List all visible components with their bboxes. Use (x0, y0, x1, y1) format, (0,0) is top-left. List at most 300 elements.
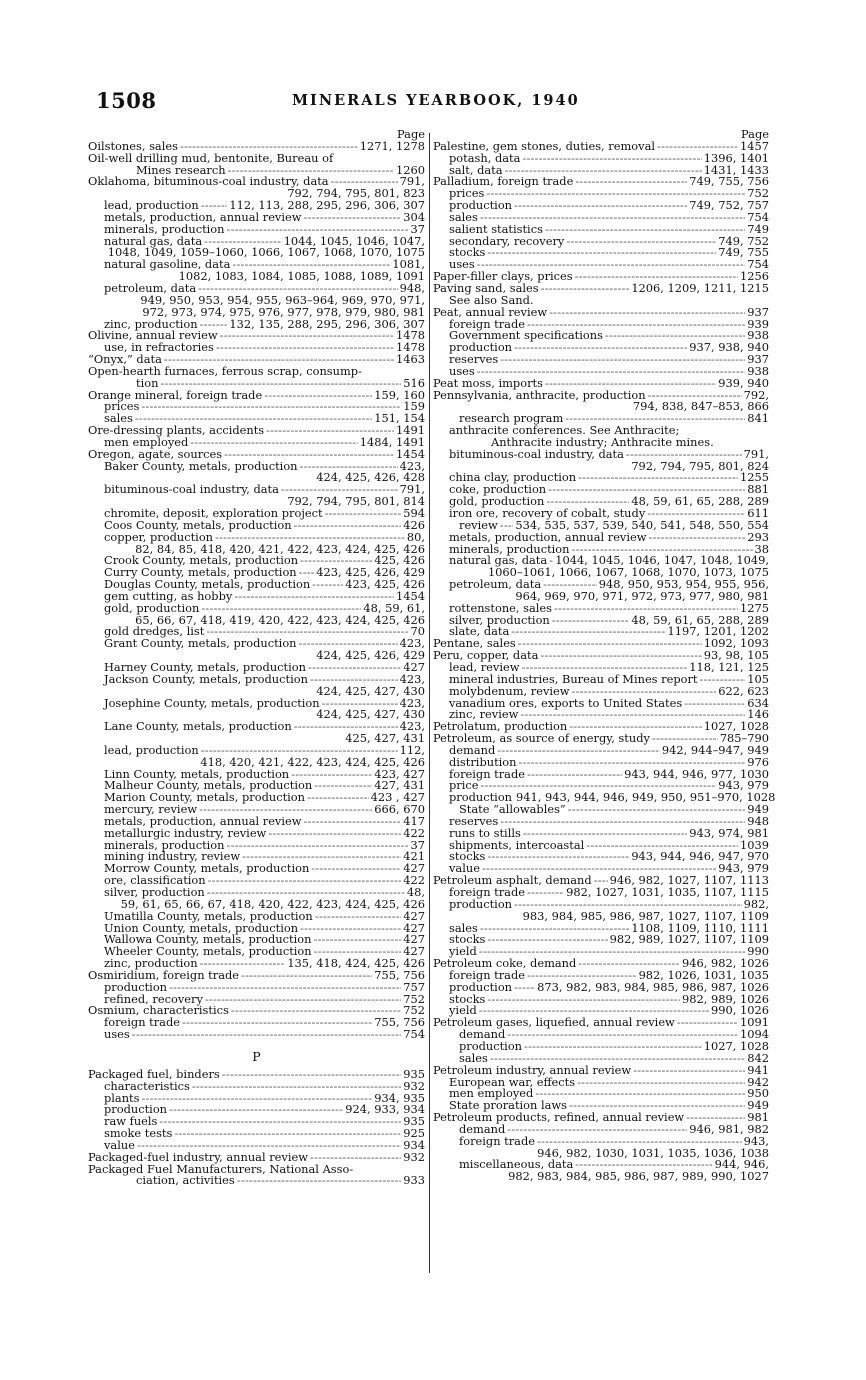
entry-term: chromite, deposit, exploration project (104, 506, 323, 520)
entry-pages: 944, 946, (714, 1157, 769, 1172)
entry-term: Palestine, gem stones, duties, removal (433, 138, 656, 153)
dot-leader (208, 875, 402, 887)
dot-leader (575, 176, 687, 188)
entry-pages: 950 (747, 1086, 769, 1101)
entry-term: Oregon, agate, sources (88, 446, 223, 461)
entry-pages: 38 (754, 541, 769, 556)
index-column-right (433, 127, 776, 1184)
entry-pages: 752 (403, 991, 425, 1006)
entry-term: production (459, 1038, 523, 1053)
entry-pages: 943, 944, 946, 947, 970 (631, 849, 769, 864)
entry-pages: 881 (747, 482, 769, 497)
entry-term: Wheeler County, metals, production (104, 944, 312, 959)
entry-term: minerals, production (104, 837, 225, 852)
running-header (96, 88, 776, 114)
entry-pages: 427 (403, 908, 425, 923)
entry-pages: 132, 135, 288, 295, 296, 306, 307 (229, 316, 425, 331)
dot-leader (527, 887, 564, 899)
entry-pages: 37 (410, 837, 425, 852)
entry-term: Oilstones, sales (88, 138, 178, 153)
dot-leader (566, 236, 716, 248)
entry-pages: 1396, 1401 (703, 150, 769, 165)
entry-pages: 423, 425, 426, 429 (316, 565, 425, 580)
dot-leader (237, 1175, 402, 1187)
entry-pages: 634 (747, 695, 769, 710)
entry-pages-continued: 949, 950, 953, 954, 955, 963–964, 969, 970, 971, (140, 292, 425, 307)
entry-term: ciation, activities (136, 1173, 235, 1188)
entry-pages: 135, 418, 424, 425, 426 (287, 956, 425, 971)
entry-pages-continued: 418, 420, 421, 422, 423, 424, 425, 426 (200, 754, 425, 769)
entry-term: foreign trade (449, 967, 525, 982)
entry-term: Union County, metals, production (104, 920, 299, 935)
index-entry (433, 934, 769, 946)
dot-leader (649, 532, 746, 544)
entry-term: Peat, annual review (433, 304, 548, 319)
dot-leader (514, 982, 535, 994)
entry-pages: 941, 943, 944, 946, 949, 950, 951–970, 1028 (516, 790, 776, 805)
dot-leader (497, 745, 660, 757)
entry-term: Orange mineral, foreign trade (88, 387, 263, 402)
entry-term: Petrolatum, production (433, 719, 568, 734)
entry-term: minerals, production (449, 541, 570, 556)
entry-term: Pennsylvania, anthracite, production (433, 387, 646, 402)
entry-term: Lane County, metals, production (104, 719, 292, 734)
entry-term: characteristics (104, 1078, 190, 1093)
dot-leader (300, 923, 401, 935)
index-entry (88, 1175, 425, 1187)
entry-pages-continued: 982, 983, 984, 985, 986, 987, 989, 990, 1027 (508, 1169, 769, 1184)
entry-term: gold, production (449, 494, 545, 509)
entry-pages: 1255 (740, 470, 769, 485)
entry-pages: 37 (410, 221, 425, 236)
entry-pages: 666, 670 (374, 802, 425, 817)
entry-term: Umatilla County, metals, production (104, 908, 313, 923)
entry-pages: 423, (399, 458, 425, 473)
entry-term: State “allowables” (459, 802, 566, 817)
entry-term: Government specifications (449, 328, 603, 343)
entry-pages: 948, 950, 953, 954, 955, 956, (598, 577, 769, 592)
entry-term: Curry County, metals, production (104, 565, 297, 580)
entry-pages: 93, 98, 105 (703, 648, 769, 663)
entry-term: reserves (449, 813, 499, 828)
entry-pages: 1457 (740, 138, 769, 153)
entry-term: bituminous-coal industry, data (449, 446, 624, 461)
entry-term: Petroleum asphalt, demand (433, 873, 592, 888)
index-column-left (88, 129, 425, 1187)
dot-leader (304, 816, 402, 828)
entry-pages: 949 (747, 1098, 769, 1113)
entry-pages: 422 (403, 825, 425, 840)
entry-term: foreign trade (459, 1133, 535, 1148)
entry-term: production (449, 340, 513, 355)
index-entry-text: Packaged Fuel Manufacturers, National Asso- (88, 1161, 354, 1176)
entry-term: metals, production, annual review (104, 813, 302, 828)
entry-pages: 1092, 1093 (703, 636, 769, 651)
entry-term: zinc, review (449, 707, 519, 722)
entry-pages-continued: 65, 66, 67, 418, 419, 420, 422, 423, 424, 425, 426 (135, 612, 425, 627)
entry-pages: 423 , 427 (370, 790, 425, 805)
entry-term: foreign trade (449, 885, 525, 899)
entry-term: Packaged-fuel industry, annual review (88, 1149, 308, 1164)
entry-pages: 1081, (392, 257, 425, 272)
entry-term: “Onyx,” data (88, 352, 162, 367)
entry-pages: 757 (403, 979, 425, 994)
entry-pages-continued: 424, 425, 426, 428 (316, 470, 425, 485)
dot-leader (182, 1017, 372, 1029)
entry-term: zinc, production (104, 316, 198, 331)
entry-term: Morrow County, metals, production (104, 861, 310, 876)
dot-leader (192, 1081, 401, 1093)
entry-pages: 752 (403, 1003, 425, 1018)
entry-pages: 982, 989, 1026 (682, 991, 769, 1006)
entry-pages: 937 (747, 304, 769, 319)
entry-term: Paper-filler clays, prices (433, 269, 573, 284)
entry-term: gold, production (104, 600, 200, 615)
dot-leader (568, 804, 745, 816)
entry-term: price (449, 778, 479, 793)
entry-pages: 937 (747, 352, 769, 367)
entry-pages: 48, 59, 61, (363, 600, 425, 615)
dot-leader (294, 520, 402, 532)
entry-pages: 942, 944–947, 949 (661, 742, 769, 757)
entry-pages: 594 (403, 506, 425, 520)
page-number: 1508 (96, 88, 157, 113)
dot-leader (314, 780, 372, 792)
entry-term: Petroleum products, refined, annual review (433, 1110, 685, 1125)
entry-pages: 943, 944, 946, 977, 1030 (624, 766, 769, 781)
entry-term: tion (136, 375, 159, 390)
entry-pages: 427 (403, 944, 425, 959)
entry-term: review (459, 517, 498, 532)
running-title: MINERALS YEARBOOK, 1940 (292, 92, 580, 109)
entry-pages: 421 (403, 849, 425, 864)
entry-pages: 932 (403, 1078, 425, 1093)
entry-pages: 754 (747, 257, 769, 272)
entry-pages: 1454 (396, 446, 425, 461)
entry-pages: 934, 935 (374, 1090, 425, 1105)
dot-leader (220, 330, 394, 342)
entry-term: Peru, copper, data (433, 648, 539, 663)
dot-leader (487, 247, 716, 259)
entry-pages: 943, (743, 1133, 769, 1148)
entry-term: foreign trade (104, 1015, 180, 1030)
dot-leader (633, 1065, 745, 1077)
entry-term: stocks (449, 849, 486, 864)
dot-leader (268, 828, 401, 840)
entry-pages: 611 (747, 506, 769, 520)
entry-term: rottenstone, sales (449, 600, 552, 615)
entry-term: raw fuels (104, 1114, 158, 1129)
dot-leader (480, 923, 629, 935)
entry-pages: 935 (403, 1114, 425, 1129)
entry-pages: 749, 752 (718, 233, 769, 248)
entry-term: miscellaneous, data (459, 1157, 574, 1172)
dot-leader (159, 1116, 401, 1128)
entry-pages: 417 (403, 813, 425, 828)
entry-pages: 423, 425, 426 (345, 577, 425, 592)
dot-leader (132, 1029, 401, 1041)
dot-leader (500, 354, 745, 366)
entry-pages: 943, 974, 981 (689, 825, 769, 840)
entry-pages-continued: 424, 425, 427, 430 (316, 683, 425, 698)
entry-term: silver, production (104, 885, 205, 899)
dot-leader (304, 212, 402, 224)
entry-term: metals, production, annual review (449, 529, 647, 544)
entry-pages: 982, 1027, 1031, 1035, 1107, 1115 (566, 885, 769, 899)
entry-term: Jackson County, metals, production (104, 671, 308, 686)
index-entry-text: anthracite conferences. See Anthracite; (449, 423, 680, 438)
index-entry-text: See also Sand. (449, 292, 534, 307)
entry-pages: 70 (410, 624, 425, 639)
entry-pages: 423, (399, 636, 425, 651)
entry-term: demand (449, 742, 496, 757)
entry-term: slate, data (449, 624, 510, 639)
entry-term: Douglas County, metals, production (104, 577, 311, 592)
entry-pages: 427 (403, 861, 425, 876)
dot-leader (511, 626, 665, 638)
entry-pages: 873, 982, 983, 984, 985, 986, 987, 1026 (537, 979, 769, 994)
entry-term: coke, production (449, 482, 547, 497)
entry-pages: 941 (747, 1062, 769, 1077)
dot-leader (241, 970, 372, 982)
dot-leader (169, 982, 401, 994)
entry-pages-continued: 972, 973, 974, 975, 976, 977, 978, 979, 980, 981 (142, 304, 425, 319)
entry-term: refined, recovery (104, 991, 203, 1006)
index-entry (88, 1128, 425, 1140)
entry-pages: 749, 755 (718, 245, 769, 260)
entry-pages: 981 (747, 1110, 769, 1125)
entry-term: European war, effects (449, 1074, 576, 1089)
entry-term: bituminous-coal industry, data (104, 482, 279, 497)
entry-term: Ore-dressing plants, accidents (88, 423, 265, 438)
entry-pages-continued: 792, 794, 795, 801, 814 (287, 494, 425, 509)
entry-term: use, in refractories (104, 340, 214, 355)
entry-term: Peat moss, imports (433, 375, 543, 390)
entry-term: demand (459, 1121, 506, 1136)
entry-pages: 937, 938, 940 (689, 340, 769, 355)
entry-pages: 1197, 1201, 1202 (667, 624, 769, 639)
entry-term: metals, production, annual review (104, 209, 302, 224)
entry-pages: 159 (403, 399, 425, 414)
entry-term: salt, data (449, 162, 503, 177)
entry-term: prices (449, 186, 485, 201)
entry-term: Harney County, metals, production (104, 659, 306, 674)
entry-pages: 932 (403, 1149, 425, 1164)
entry-pages: 118, 121, 125 (689, 659, 769, 674)
entry-pages: 1091 (740, 1015, 769, 1030)
dot-leader (307, 792, 369, 804)
entry-pages: 938 (747, 363, 769, 378)
entry-term: Malheur County, metals, production (104, 778, 313, 793)
entry-term: sales (459, 1050, 488, 1065)
entry-term: Olivine, annual review (88, 328, 218, 343)
entry-pages: 1206, 1209, 1211, 1215 (631, 280, 769, 295)
entry-term: production (449, 896, 513, 911)
entry-term: natural gas, data (104, 233, 203, 248)
entry-pages: 948 (747, 813, 769, 828)
dot-leader (677, 1017, 738, 1029)
entry-pages: 755, 756 (374, 967, 425, 982)
entry-term: Paving sand, sales (433, 280, 539, 295)
entry-pages: 982, (743, 896, 769, 911)
entry-term: Palladium, foreign trade (433, 174, 574, 189)
entry-term: production (449, 198, 513, 213)
entry-term: stocks (449, 245, 486, 260)
entry-pages: 80, (406, 529, 425, 544)
entry-pages: 946, 982, 1026 (682, 956, 769, 971)
dot-leader (311, 863, 401, 875)
entry-term: foreign trade (449, 766, 525, 781)
dot-leader (315, 911, 401, 923)
dot-leader (524, 1041, 702, 1053)
entry-term: foreign trade (449, 316, 525, 331)
entry-pages: 105 (747, 671, 769, 686)
entry-term: Packaged fuel, binders (88, 1066, 220, 1081)
entry-pages-continued: 59, 61, 65, 66, 67, 418, 420, 422, 423, 424, 425, 426 (120, 896, 425, 911)
dot-leader (174, 1128, 401, 1140)
entry-term: Coos County, metals, production (104, 517, 292, 532)
entry-pages: 1044, 1045, 1046, 1047, (283, 233, 425, 248)
index-entry (433, 200, 769, 212)
entry-pages: 1454 (396, 588, 425, 603)
entry-term: natural gasoline, data (104, 257, 231, 272)
entry-pages: 924, 933, 934 (345, 1102, 425, 1117)
entry-pages-continued: 964, 969, 970, 971, 972, 973, 977, 980, 981 (515, 588, 769, 603)
index-entry (88, 1029, 425, 1041)
dot-leader (684, 698, 745, 710)
entry-term: mercury, review (104, 802, 198, 817)
entry-term: Petroleum gases, liquefied, annual review (433, 1015, 675, 1030)
column-divider (429, 133, 430, 1273)
entry-term: lead, review (449, 659, 520, 674)
entry-pages: 946, 982, 1027, 1107, 1113 (609, 873, 769, 888)
dot-leader (522, 153, 701, 165)
entry-pages: 516 (403, 375, 425, 390)
entry-pages: 293 (747, 529, 769, 544)
entry-pages: 976 (747, 754, 769, 769)
entry-pages: 1256 (740, 269, 769, 284)
entry-pages: 151, 154 (374, 411, 425, 426)
dot-leader (222, 1069, 402, 1081)
entry-term: secondary, recovery (449, 233, 565, 248)
entry-pages: 754 (403, 1027, 425, 1042)
entry-term: men employed (104, 434, 189, 449)
dot-leader (545, 224, 745, 236)
entry-pages: 425, 426 (374, 553, 425, 568)
entry-pages: 622, 623 (718, 683, 769, 698)
entry-pages: 934 (403, 1137, 425, 1152)
entry-pages: 990 (747, 944, 769, 959)
entry-term: value (104, 1137, 135, 1152)
entry-pages-continued: 424, 425, 426, 429 (316, 648, 425, 663)
entry-pages: 304 (403, 209, 425, 224)
entry-term: Grant County, metals, production (104, 636, 297, 651)
entry-pages: 534, 535, 537, 539, 540, 541, 548, 550, 554 (515, 517, 769, 532)
index-entry (433, 354, 769, 366)
entry-term: Crook County, metals, production (104, 553, 299, 568)
entry-pages: 427 (403, 920, 425, 935)
dot-leader (549, 307, 745, 319)
entry-term: Petroleum coke, demand (433, 956, 577, 971)
entry-term: smoke tests (104, 1126, 173, 1141)
dot-leader (142, 1093, 373, 1105)
entry-term: uses (104, 1027, 130, 1042)
entry-pages: 933 (403, 1173, 425, 1188)
entry-term: yield (449, 1003, 477, 1018)
entry-term: prices (104, 399, 140, 414)
entry-pages: 842 (747, 1050, 769, 1065)
entry-pages: 755, 756 (374, 1015, 425, 1030)
entry-term: stocks (449, 932, 486, 947)
entry-pages: 1044, 1045, 1046, 1047, 1048, 1049, (555, 553, 769, 568)
dot-leader (541, 283, 630, 295)
entry-pages: 990, 1026 (711, 1003, 769, 1018)
entry-pages: 749, 752, 757 (689, 198, 769, 213)
entry-pages: 423, (399, 695, 425, 710)
dot-leader (205, 994, 401, 1006)
entry-pages: 752 (747, 186, 769, 201)
entry-term: Mines research (136, 162, 226, 177)
entry-pages: 946, 981, 982 (689, 1121, 769, 1136)
entry-pages: 785–790 (719, 731, 769, 746)
entry-pages: 935 (403, 1066, 425, 1081)
entry-term: petroleum, data (449, 577, 542, 592)
entry-pages: 112, (399, 742, 425, 757)
entry-term: metallurgic industry, review (104, 825, 267, 840)
entry-term: production (449, 790, 513, 805)
dot-leader (487, 851, 629, 863)
entry-pages-continued: 794, 838, 847–853, 866 (632, 399, 769, 414)
entry-term: production (449, 979, 513, 994)
entry-pages: 427 (403, 932, 425, 947)
entry-pages: 159, 160 (374, 387, 425, 402)
entry-pages: 1463 (396, 352, 425, 367)
entry-term: Marion County, metals, production (104, 790, 305, 805)
section-letter: P (252, 1048, 261, 1064)
entry-term: copper, production (104, 529, 214, 544)
entry-term: minerals, production (104, 221, 225, 236)
entry-pages: 1027, 1028 (703, 719, 769, 734)
entry-term: salient statistics (449, 221, 543, 236)
entry-term: mineral industries, Bureau of Mines report (449, 671, 698, 686)
index-entry-text: Oil-well drilling mud, bentonite, Bureau of (88, 150, 334, 165)
entry-pages: 422 (403, 873, 425, 888)
entry-term: potash, data (449, 150, 521, 165)
entry-pages: 48, 59, 61, 65, 288, 289 (631, 494, 769, 509)
entry-term: Osmiridium, foreign trade (88, 967, 240, 982)
entry-term: Linn County, metals, production (104, 766, 290, 781)
entry-term: uses (449, 363, 475, 378)
entry-term: demand (459, 1027, 506, 1042)
entry-term: zinc, production (104, 956, 198, 971)
entry-term: plants (104, 1090, 140, 1105)
dot-leader (578, 472, 738, 484)
entry-pages: 1108, 1109, 1110, 1111 (631, 920, 769, 935)
entry-pages-continued: 792, 794, 795, 801, 823 (287, 186, 425, 201)
entry-pages: 791, (399, 482, 425, 497)
entry-pages-continued: 1048, 1049, 1059–1060, 1066, 1067, 1068, 1070, 1075 (107, 245, 425, 260)
page-column-heading: Page (397, 127, 425, 141)
entry-term: distribution (449, 754, 517, 769)
entry-pages: 1275 (740, 600, 769, 615)
entry-term: stocks (449, 991, 486, 1006)
entry-term: production (104, 979, 168, 994)
entry-pages: 426 (403, 517, 425, 532)
dot-leader (514, 342, 687, 354)
entry-pages: 1027, 1028 (703, 1038, 769, 1053)
entry-pages: 1260 (396, 162, 425, 177)
entry-pages: 749 (747, 221, 769, 236)
